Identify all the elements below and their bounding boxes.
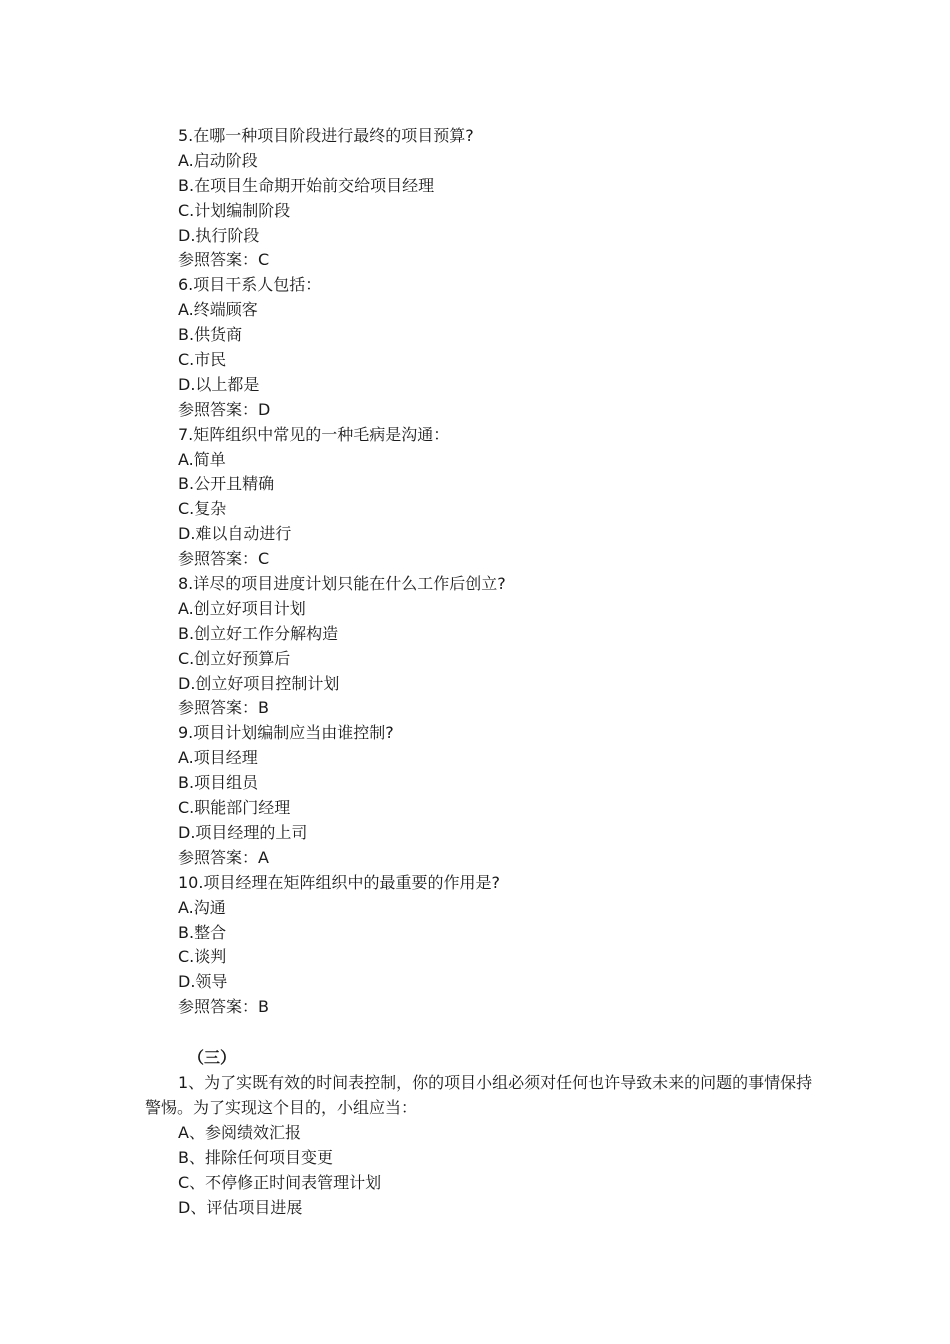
option-10c: C.谈判 <box>178 947 227 967</box>
answer-7: 参照答案：C <box>178 549 270 569</box>
answer-10: 参照答案：B <box>178 997 269 1017</box>
option-6d: D.以上都是 <box>178 374 260 394</box>
section-heading: （三） <box>188 1048 237 1067</box>
question-5: 5.在哪一种项目阶段进行最终的项目预算? <box>178 126 474 145</box>
option-5a: A.启动阶段 <box>178 150 258 170</box>
option-8d: D.创立好项目控制计划 <box>178 673 340 693</box>
answer-5: 参照答案：C <box>178 250 270 270</box>
answer-8: 参照答案：B <box>178 698 269 718</box>
question-10: 10.项目经理在矩阵组织中的最重要的作用是? <box>178 872 500 892</box>
option-8a: A.创立好项目计划 <box>178 598 306 618</box>
option-7b: B.公开且精确 <box>178 474 275 494</box>
option-7a: A.简单 <box>178 449 226 469</box>
question-text: 1、为了实既有效的时间表控制，你的项目小组必须对任何也许导致未来的问题的事情保持警惕。为了实现这个目的，小组应当： <box>145 1073 813 1117</box>
option-10a: A.沟通 <box>178 897 226 917</box>
question-8: 8.详尽的项目进度计划只能在什么工作后创立? <box>178 574 506 594</box>
option-9c: C.职能部门经理 <box>178 798 291 818</box>
option-d: D、评估项目进展 <box>178 1198 303 1217</box>
question-list <box>178 124 818 1020</box>
question-7: 7.矩阵组织中常见的一种毛病是沟通： <box>178 424 450 444</box>
question-6: 6.项目干系人包括： <box>178 275 322 295</box>
option-7d: D.难以自动进行 <box>178 524 292 544</box>
option-6a: A.终端顾客 <box>178 300 258 320</box>
section-three-question <box>145 1070 815 1220</box>
option-b: B、排除任何项目变更 <box>178 1148 333 1167</box>
option-c: C、不停修正时间表管理计划 <box>178 1173 382 1192</box>
question-9: 9.项目计划编制应当由谁控制? <box>178 723 394 743</box>
option-a: A、参阅绩效汇报 <box>178 1123 301 1142</box>
option-8b: B.创立好工作分解构造 <box>178 623 339 643</box>
option-9a: A.项目经理 <box>178 748 258 768</box>
answer-9: 参照答案：A <box>178 847 269 867</box>
option-10b: B.整合 <box>178 922 227 942</box>
option-9d: D.项目经理的上司 <box>178 822 308 842</box>
option-10d: D.领导 <box>178 972 228 992</box>
option-6c: C.市民 <box>178 350 227 370</box>
option-5c: C.计划编制阶段 <box>178 200 291 220</box>
option-8c: C.创立好预算后 <box>178 648 291 668</box>
option-9b: B.项目组员 <box>178 773 259 793</box>
option-7c: C.复杂 <box>178 499 227 519</box>
option-5d: D.执行阶段 <box>178 225 260 245</box>
option-6b: B.供货商 <box>178 325 243 345</box>
answer-6: 参照答案：D <box>178 399 271 419</box>
option-5b: B.在项目生命期开始前交给项目经理 <box>178 175 435 195</box>
